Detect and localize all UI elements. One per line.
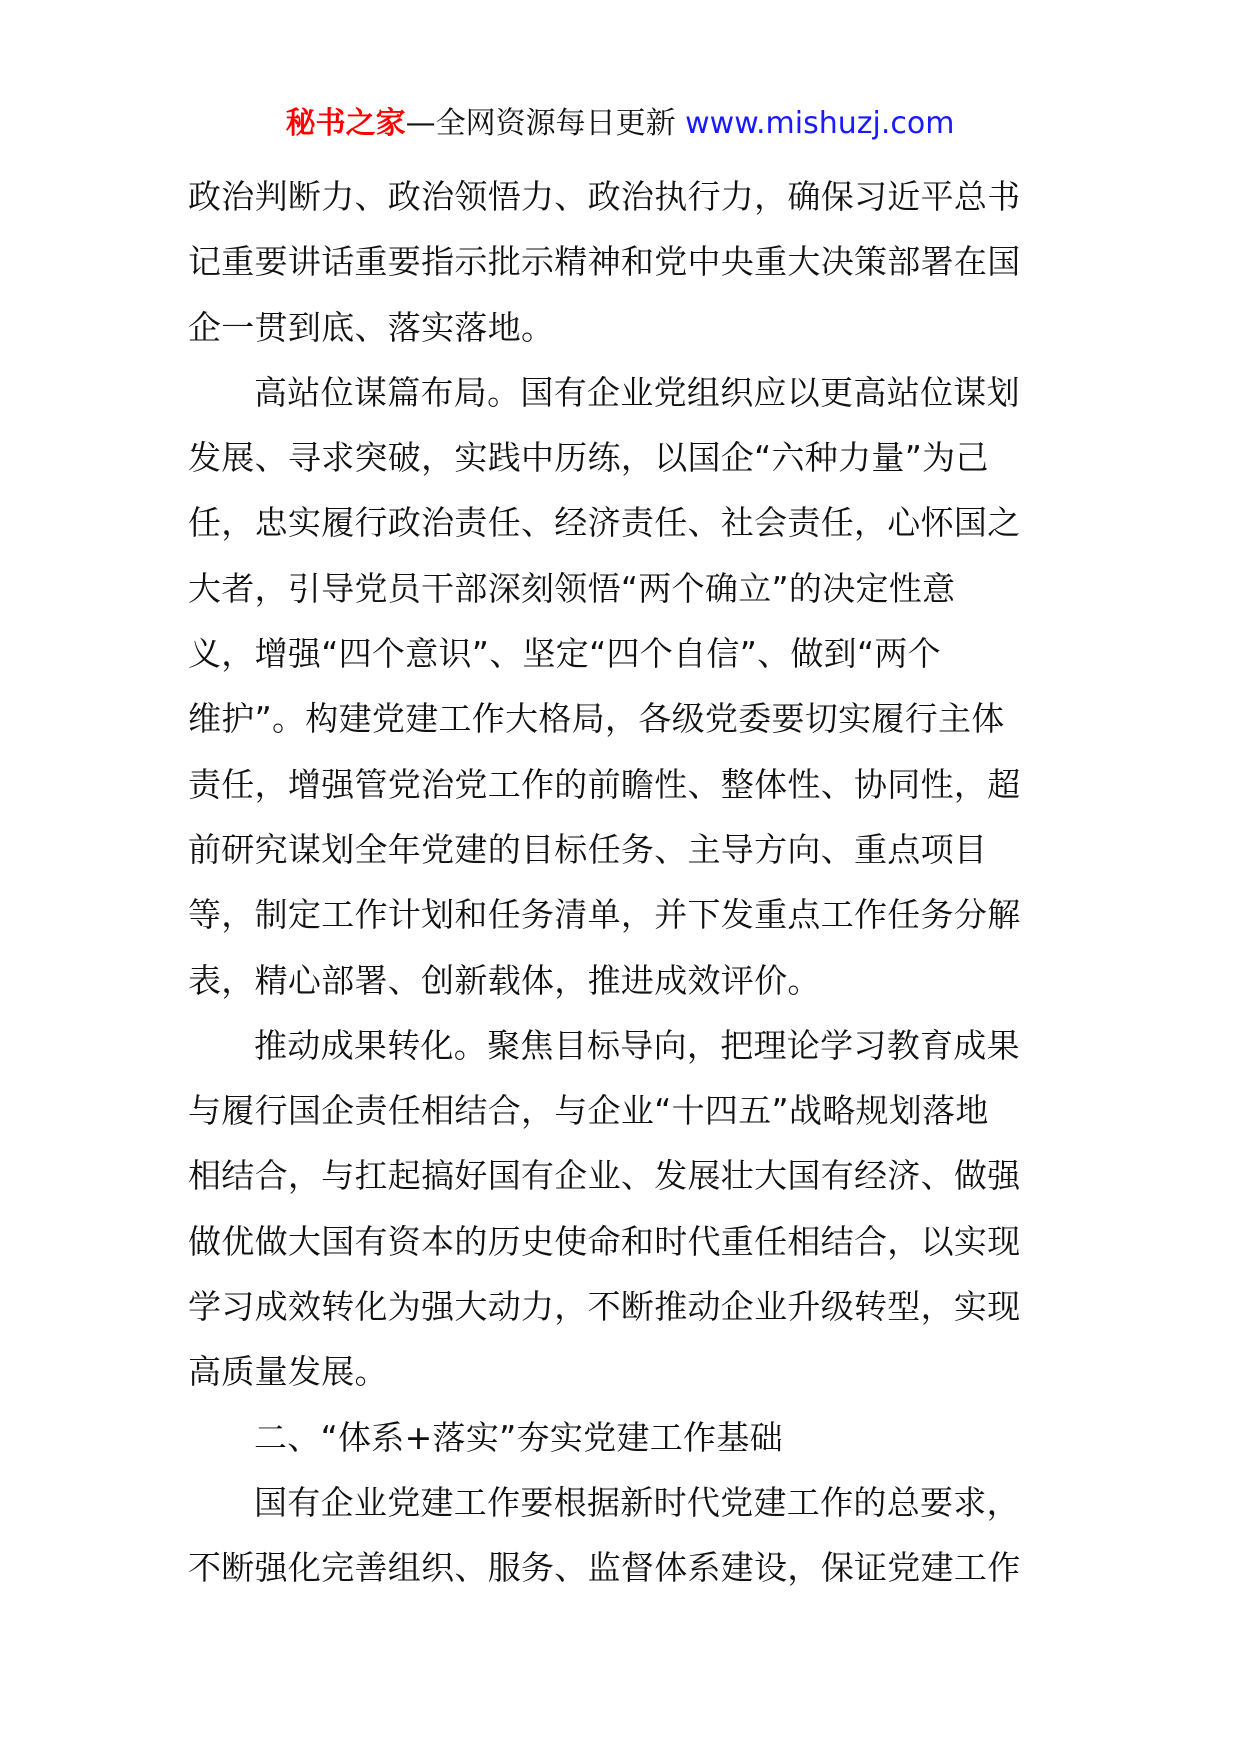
site-url-link[interactable]: www.mishuzj.com — [685, 106, 955, 141]
text-line: 二、“体系+落实”夯实党建工作基础 — [254, 1417, 783, 1457]
text-line: 记重要讲话重要指示批示精神和党中央重大决策部署在国 — [188, 242, 1021, 282]
text-line: 相结合，与扛起搞好国有企业、发展壮大国有经济、做强 — [188, 1156, 1021, 1196]
text-line: 等，制定工作计划和任务清单，并下发重点工作任务分解 — [188, 895, 1021, 935]
text-line: 义，增强“四个意识”、坚定“四个自信”、做到“两个 — [188, 634, 941, 674]
text-line: 与履行国企责任相结合，与企业“十四五”战略规划落地 — [188, 1091, 989, 1131]
text-line: 学习成效转化为强大动力，不断推动企业升级转型，实现 — [188, 1287, 1021, 1327]
text-line: 发展、寻求突破，实践中历练，以国企“六种力量”为己 — [188, 438, 989, 478]
text-line: 任，忠实履行政治责任、经济责任、社会责任，心怀国之 — [188, 503, 1021, 543]
text-line: 国有企业党建工作要根据新时代党建工作的总要求， — [254, 1482, 1020, 1522]
text-line: 大者，引导党员干部深刻领悟“两个确立”的决定性意 — [188, 568, 956, 608]
text-line: 不断强化完善组织、服务、监督体系建设，保证党建工作 — [188, 1548, 1021, 1588]
text-line: 高质量发展。 — [188, 1352, 388, 1392]
header-tagline: —全网资源每日更新 — [405, 106, 686, 141]
text-line: 推动成果转化。聚焦目标导向，把理论学习教育成果 — [254, 1025, 1020, 1065]
text-line: 政治判断力、政治领悟力、政治执行力，确保习近平总书 — [188, 177, 1021, 216]
text-line: 责任，增强管党治党工作的前瞻性、整体性、协同性，超 — [188, 764, 1021, 804]
site-header — [0, 100, 1240, 148]
text-line: 前研究谋划全年党建的目标任务、主导方向、重点项目 — [188, 829, 988, 869]
text-line: 高站位谋篇布局。国有企业党组织应以更高站位谋划 — [254, 372, 1020, 412]
text-line: 维护”。构建党建工作大格局，各级党委要切实履行主体 — [188, 699, 1005, 739]
document-body — [188, 164, 1060, 1601]
text-line: 企一贯到底、落实落地。 — [188, 307, 555, 347]
text-line: 做优做大国有资本的历史使命和时代重任相结合，以实现 — [188, 1221, 1021, 1261]
brand-name: 秘书之家 — [285, 106, 406, 141]
text-line: 表，精心部署、创新载体，推进成效评价。 — [188, 960, 821, 1000]
